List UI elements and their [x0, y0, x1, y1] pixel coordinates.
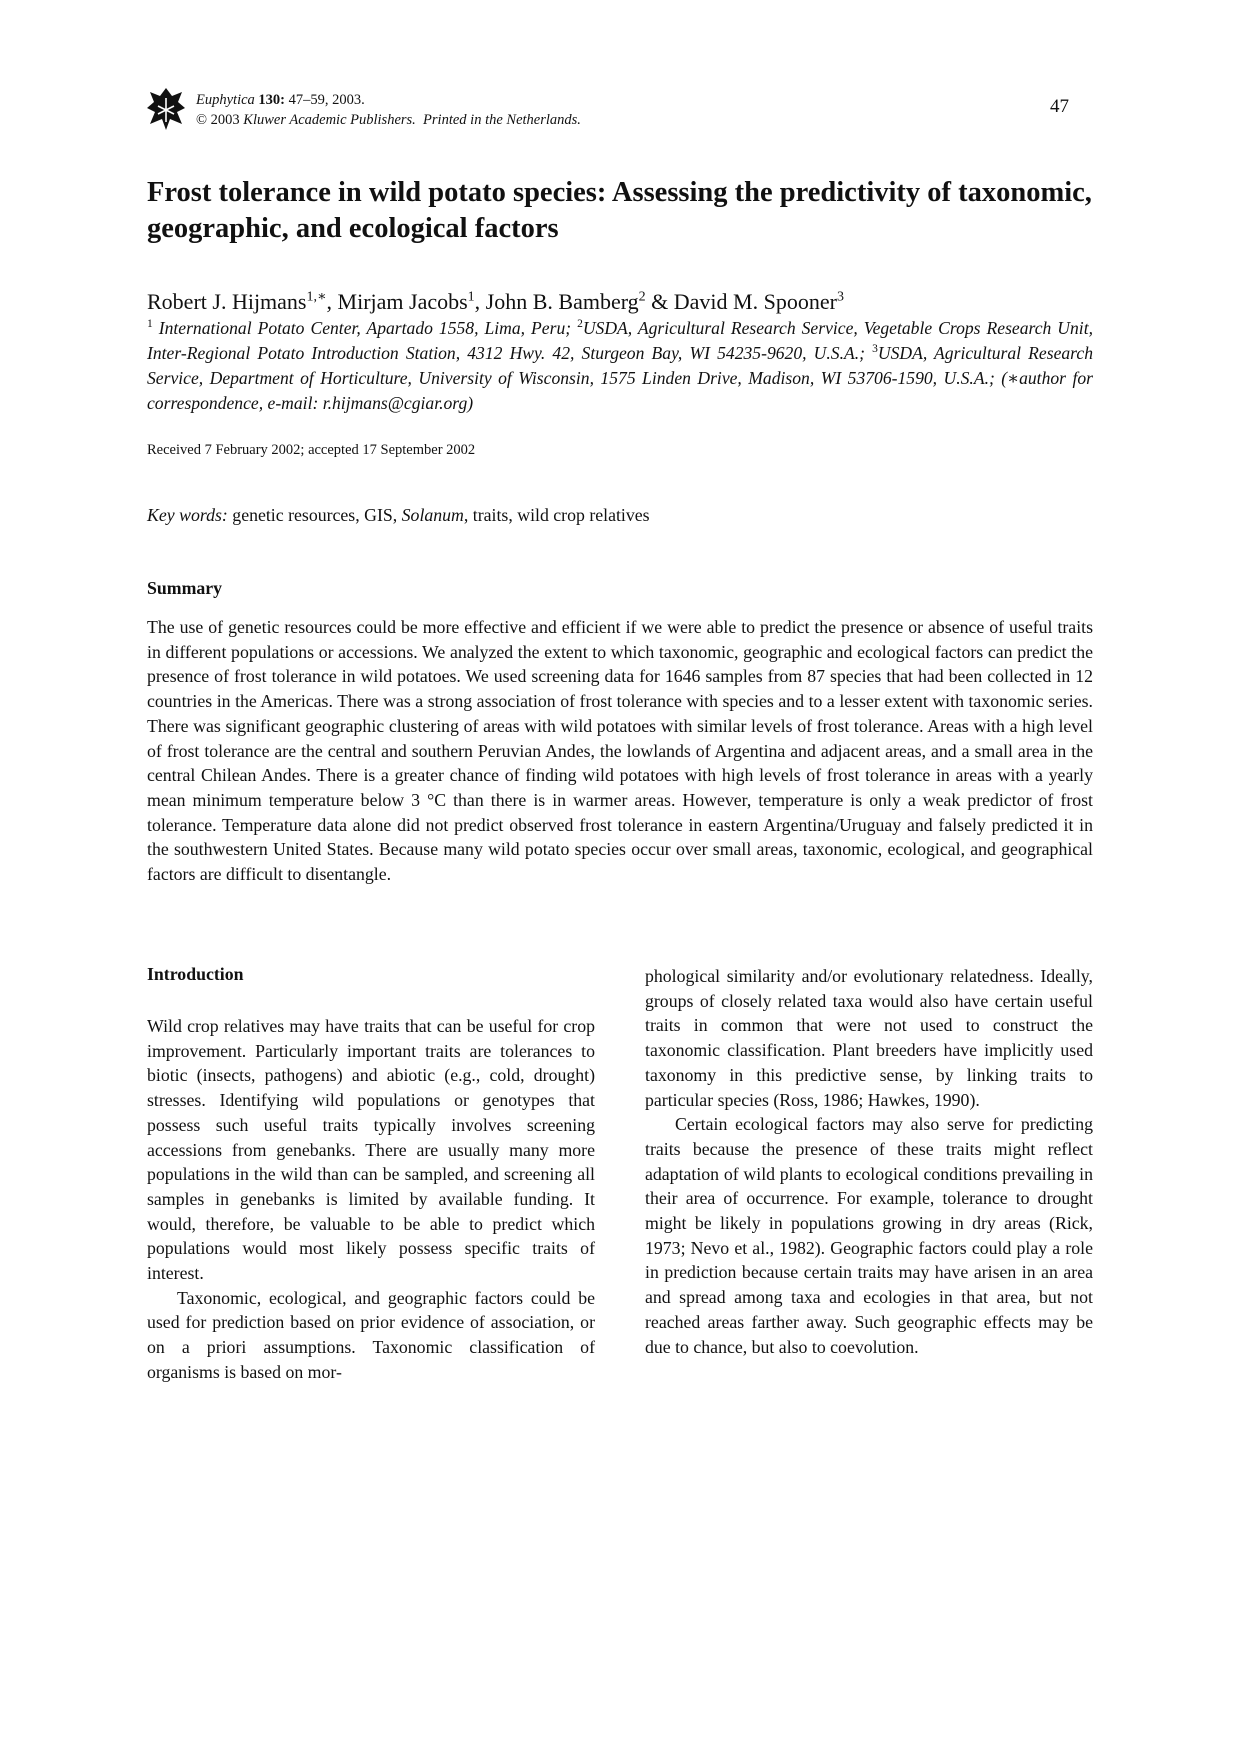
paragraph: phological similarity and/or evolutionary relatedness. Ideally, groups of closely related taxa would also have certain useful traits in common that were not used to construct the taxonomic classification. Plant breeders have implicitly used taxonomy in this predictive sense, by linking traits to particular species (Ross, 1986; Hawkes, 1990).	[645, 966, 1093, 1110]
affiliation-superscript: 1	[147, 318, 153, 331]
author-separator: &	[645, 289, 674, 314]
paragraph: Wild crop relatives may have traits that can be useful for crop improvement. Particularly important traits are tolerances to biotic (insects, pathogens) and abiotic (e.g., cold, drought) stresses. Identifying wild populations or genotypes that possess such useful traits typically involves screening accessions from genebanks. There are usually many more populations in the wild than can be sampled, and screening all samples in genebanks is limited by available funding. It would, therefore, be valuable to be able to predict which populations would most likely possess specific traits of interest.	[147, 1016, 595, 1284]
page-number: 47	[1050, 96, 1069, 117]
keywords-italic-term: Solanum	[401, 505, 464, 525]
affiliations	[147, 316, 1093, 416]
author-superscript: 1	[467, 289, 475, 305]
summary-heading: Summary	[147, 578, 223, 598]
paragraph: Taxonomic, ecological, and geographic factors could be used for prediction based on prior evidence of association, or on a priori assumptions. Taxonomic classification of organisms is based on mor-	[147, 1287, 595, 1382]
author-list	[147, 288, 844, 316]
keywords-label: Key words:	[147, 505, 228, 525]
author-separator: ,	[326, 289, 338, 314]
introduction-heading: Introduction	[147, 964, 244, 984]
summary-text: The use of genetic resources could be more effective and efficient if we were able to predict the presence or absence of useful traits in different populations or accessions. We analyzed the extent to which taxonomic, geographic and ecological factors can predict the presence of frost tolerance in wild potatoes. We used screening data for 1646 samples from 87 species that had been collected in 12 countries in the Americas. There was a strong association of frost tolerance with species and to a lesser extent with taxonomic series. There was significant geographic clustering of areas with wild potatoes with similar levels of frost tolerance. Areas with a high level of frost tolerance are the central and southern Peruvian Andes, the lowlands of Argentina and adjacent areas, and a small area in the central Chilean Andes. There is a greater chance of finding wild potatoes with high levels of frost tolerance in areas with a yearly mean minimum temperature below 3 °C than there is in warmer areas. However, temperature is only a weak predictor of frost tolerance. Temperature data alone did not predict observed frost tolerance in eastern Argentina/Uruguay and falsely predicted it in the southwestern United States. Because many wild potato species occur over small areas, taxonomic, ecological, and geographical factors are difficult to disentangle.	[147, 617, 1093, 885]
author-name: Mirjam Jacobs	[337, 289, 468, 314]
article-title: Frost tolerance in wild potato species: Assessing the predictivity of taxonomic, geographic, and ecological factors	[147, 177, 1092, 244]
journal-volume: 130:	[258, 92, 286, 108]
publisher-logo-icon	[146, 86, 186, 132]
affiliation-text: International Potato Center, Apartado 1558, Lima, Peru;	[152, 318, 578, 338]
keywords-text-after: , traits, wild crop relatives	[463, 505, 650, 525]
author-name: John B. Bamberg	[485, 289, 639, 314]
journal-name: Euphytica	[196, 92, 255, 108]
citation-line	[196, 90, 581, 110]
journal-citation	[196, 90, 581, 130]
affiliation-text: USDA, Agricultural Research Service, Vegetable Crops Research Unit, Inter-Regional Potato Introduction Station, 4312 Hwy. 42, Sturgeon Bay, WI 54235-9620, U.S.A.;	[147, 318, 1093, 363]
affiliation-text: USDA, Agricultural Research Service, Department of Horticulture, University of Wisconsin, 1575 Linden Drive, Madison, WI 53706-1590, U.S.A.; (∗author for correspondence, e-mail: r.hijmans@cgiar.org)	[147, 343, 1093, 413]
author-superscript: 2	[638, 289, 646, 305]
keywords	[147, 505, 650, 526]
author-name: Robert J. Hijmans	[147, 289, 307, 314]
author-name: David M. Spooner	[673, 289, 837, 314]
printed-location: Printed in the Netherlands.	[423, 112, 581, 128]
keywords-text-before: genetic resources, GIS,	[232, 505, 402, 525]
copyright-year: 2003	[210, 112, 240, 128]
received-dates: Received 7 February 2002; accepted 17 September 2002	[147, 442, 476, 458]
left-column	[147, 1014, 595, 1385]
author-superscript: 1,∗	[306, 289, 327, 305]
author-separator: ,	[474, 289, 486, 314]
affiliation-superscript: 3	[872, 343, 878, 356]
right-column	[645, 964, 1093, 1359]
journal-pages-year: 47–59, 2003.	[288, 92, 365, 108]
copyright-line	[196, 110, 581, 130]
paragraph: Certain ecological factors may also serve for predicting traits because the presence of these traits might reflect adaptation of wild plants to ecological conditions prevailing in their area of occurrence. For example, tolerance to drought might be likely in populations growing in dry areas (Rick, 1973; Nevo et al., 1982). Geographic factors could play a role in prediction because certain traits may have arisen in an area and spread among taxa and ecologies in that area, but not reached areas farther away. Such geographic effects may be due to chance, but also to coevolution.	[645, 1114, 1093, 1357]
copyright-symbol: ©	[196, 112, 208, 128]
publisher-name: Kluwer Academic Publishers.	[243, 112, 416, 128]
affiliation-superscript: 2	[577, 318, 583, 331]
author-superscript: 3	[836, 289, 844, 305]
